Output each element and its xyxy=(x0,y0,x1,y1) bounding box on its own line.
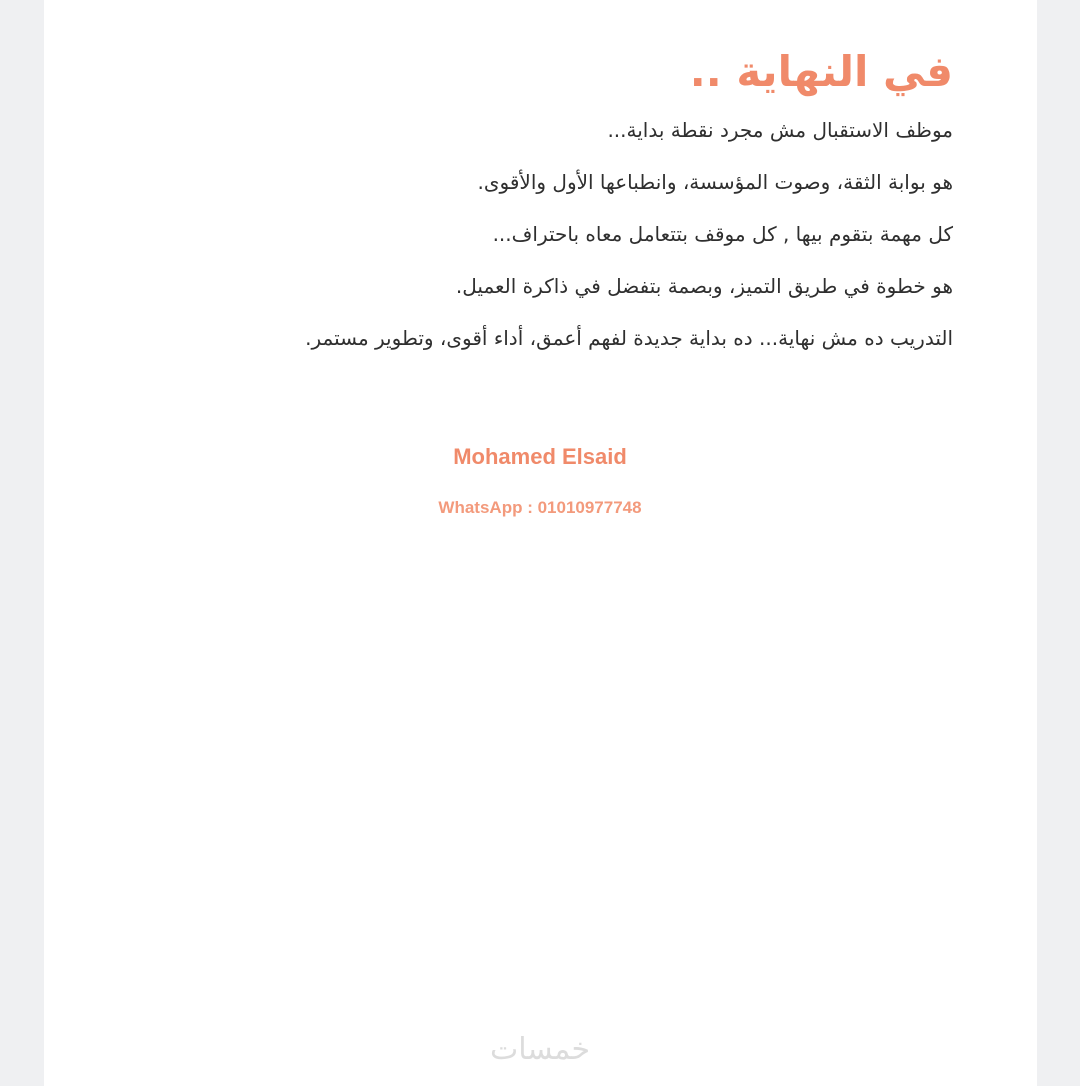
document-title: في النهاية .. xyxy=(689,47,953,96)
paragraph-1: موظف الاستقبال مش مجرد نقطة بداية... xyxy=(607,118,953,142)
paragraph-2: هو بوابة الثقة، وصوت المؤسسة، وانطباعها الأول والأقوى. xyxy=(477,170,953,194)
paragraph-5: التدريب ده مش نهاية... ده بداية جديدة لفهم أعمق، أداء أقوى، وتطوير مستمر. xyxy=(305,326,953,350)
document-content xyxy=(153,40,953,364)
khamsat-watermark: خمسات xyxy=(489,1032,591,1067)
document-page xyxy=(44,0,1037,1086)
signature-contact: WhatsApp : 01010977748 xyxy=(438,498,642,517)
paragraph-4: هو خطوة في طريق التميز، وبصمة بتفضل في ذاكرة العميل. xyxy=(455,274,953,298)
paragraph-3: كل مهمة بتقوم بيها , كل موقف بتتعامل معاه باحتراف... xyxy=(492,222,953,246)
signature-name: Mohamed Elsaid xyxy=(453,444,627,469)
